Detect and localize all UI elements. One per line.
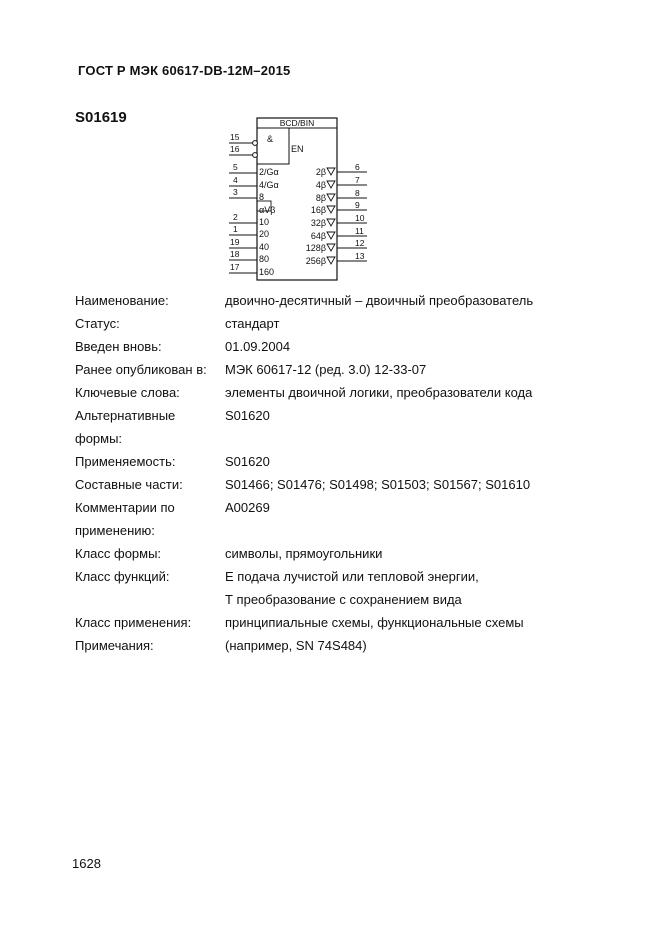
field-value: (например, SN 74S484) — [225, 638, 367, 653]
attribute-row — [75, 381, 635, 404]
symbol-title: BCD/BIN — [279, 118, 315, 128]
field-label: Наименование: — [75, 293, 169, 308]
attribute-row — [75, 335, 635, 358]
pin-number: 18 — [230, 249, 240, 259]
open-collector-symbol — [327, 181, 335, 188]
field-label — [75, 588, 225, 611]
field-value: A00269 — [225, 500, 270, 515]
field-value — [225, 427, 635, 450]
attribute-row — [75, 588, 635, 611]
pin-number: 12 — [355, 238, 365, 248]
attribute-row — [75, 358, 635, 381]
field-value — [225, 519, 635, 542]
field-label: Применяемость: — [75, 454, 176, 469]
field-label: Класс функций: — [75, 569, 170, 584]
pin-label: 80 — [259, 254, 270, 264]
field-value: S01620 — [225, 454, 270, 469]
field-label: Класс формы: — [75, 546, 162, 561]
field-value: двоично-десятичный – двоичный преобразователь — [225, 293, 534, 308]
open-collector-symbol — [327, 194, 335, 201]
field-value: МЭК 60617-12 (ред. 3.0) 12-33-07 — [225, 362, 427, 377]
attribute-row — [75, 634, 635, 657]
pin-number: 4 — [233, 175, 238, 185]
field-value: принципиальные схемы, функциональные схемы — [225, 615, 524, 630]
field-value: S01620 — [225, 408, 270, 423]
pin-number: 19 — [230, 237, 240, 247]
pin-number: 8 — [355, 188, 360, 198]
pin-number: 2 — [233, 212, 238, 222]
attribute-row — [75, 611, 635, 634]
field-label: Составные части: — [75, 477, 183, 492]
field-value: стандарт — [225, 316, 280, 331]
pin-label: 4/Gα — [259, 180, 279, 190]
field-value: Е подача лучистой или тепловой энергии, — [225, 569, 479, 584]
pin-label: 10 — [259, 217, 270, 227]
field-label: Комментарии по — [75, 500, 175, 515]
field-value: символы, прямоугольники — [225, 546, 383, 561]
pin-number: 3 — [233, 187, 238, 197]
attribute-row — [75, 542, 635, 565]
output-label: 8β — [315, 193, 326, 203]
pin-number: 15 — [230, 132, 240, 142]
output-label: 256β — [305, 256, 326, 266]
open-collector-symbol — [327, 244, 335, 251]
attribute-row — [75, 496, 635, 519]
attribute-row — [75, 450, 635, 473]
output-label: 16β — [310, 205, 326, 215]
pin-label: 2/Gα — [259, 167, 279, 177]
pin-number: 13 — [355, 251, 365, 261]
pin-label: 8 — [259, 192, 265, 202]
pin-label: 160 — [259, 267, 275, 277]
open-collector-symbol — [327, 257, 335, 264]
pin-label: αVβ — [259, 205, 276, 215]
pin-number: 7 — [355, 175, 360, 185]
field-value: S01466; S01476; S01498; S01503; S01567; S01610 — [225, 477, 531, 492]
pin-number: 1 — [233, 224, 238, 234]
field-label: Введен вновь: — [75, 339, 162, 354]
attributes-table — [75, 289, 635, 657]
pin-number: 17 — [230, 262, 240, 272]
attribute-row — [75, 427, 635, 450]
field-label: Статус: — [75, 316, 120, 331]
attribute-row — [75, 289, 635, 312]
and-sign: & — [267, 134, 274, 144]
page-number: 1628 — [72, 856, 101, 871]
attribute-row — [75, 404, 635, 427]
pin-label: 40 — [259, 242, 270, 252]
open-collector-symbol — [327, 168, 335, 175]
field-label: Ранее опубликован в: — [75, 362, 207, 377]
open-collector-symbol — [327, 219, 335, 226]
pin-number: 9 — [355, 200, 360, 210]
field-label: применению: — [75, 523, 155, 538]
pin-label: 20 — [259, 229, 270, 239]
pin-number: 16 — [230, 144, 240, 154]
pin-number: 10 — [355, 213, 365, 223]
document-header: ГОСТ Р МЭК 60617-DB-12M–2015 — [78, 63, 291, 78]
output-label: 4β — [315, 180, 326, 190]
enable-label: EN — [291, 144, 304, 154]
pin-number: 6 — [355, 162, 360, 172]
attribute-row — [75, 473, 635, 496]
pin-number: 11 — [355, 226, 364, 236]
attribute-row — [75, 565, 635, 588]
inverter-bubble — [253, 153, 258, 158]
attribute-row — [75, 519, 635, 542]
output-label: 32β — [310, 218, 326, 228]
open-collector-symbol — [327, 206, 335, 213]
field-label: Ключевые слова: — [75, 385, 180, 400]
field-label: Примечания: — [75, 638, 154, 653]
symbol-code: S01619 — [75, 109, 127, 126]
output-label: 2β — [315, 167, 326, 177]
field-label: Альтернативные — [75, 408, 176, 423]
output-label: 64β — [310, 231, 326, 241]
field-label: формы: — [75, 431, 123, 446]
attribute-row — [75, 312, 635, 335]
field-value: Т преобразование с сохранением вида — [225, 592, 462, 607]
pin-number: 5 — [233, 162, 238, 172]
field-value: элементы двоичной логики, преобразователи кода — [225, 385, 533, 400]
output-label: 128β — [305, 243, 326, 253]
logic-symbol-diagram — [227, 115, 377, 285]
inverter-bubble — [253, 141, 258, 146]
field-label: Класс применения: — [75, 615, 192, 630]
open-collector-symbol — [327, 232, 335, 239]
field-value: 01.09.2004 — [225, 339, 291, 354]
